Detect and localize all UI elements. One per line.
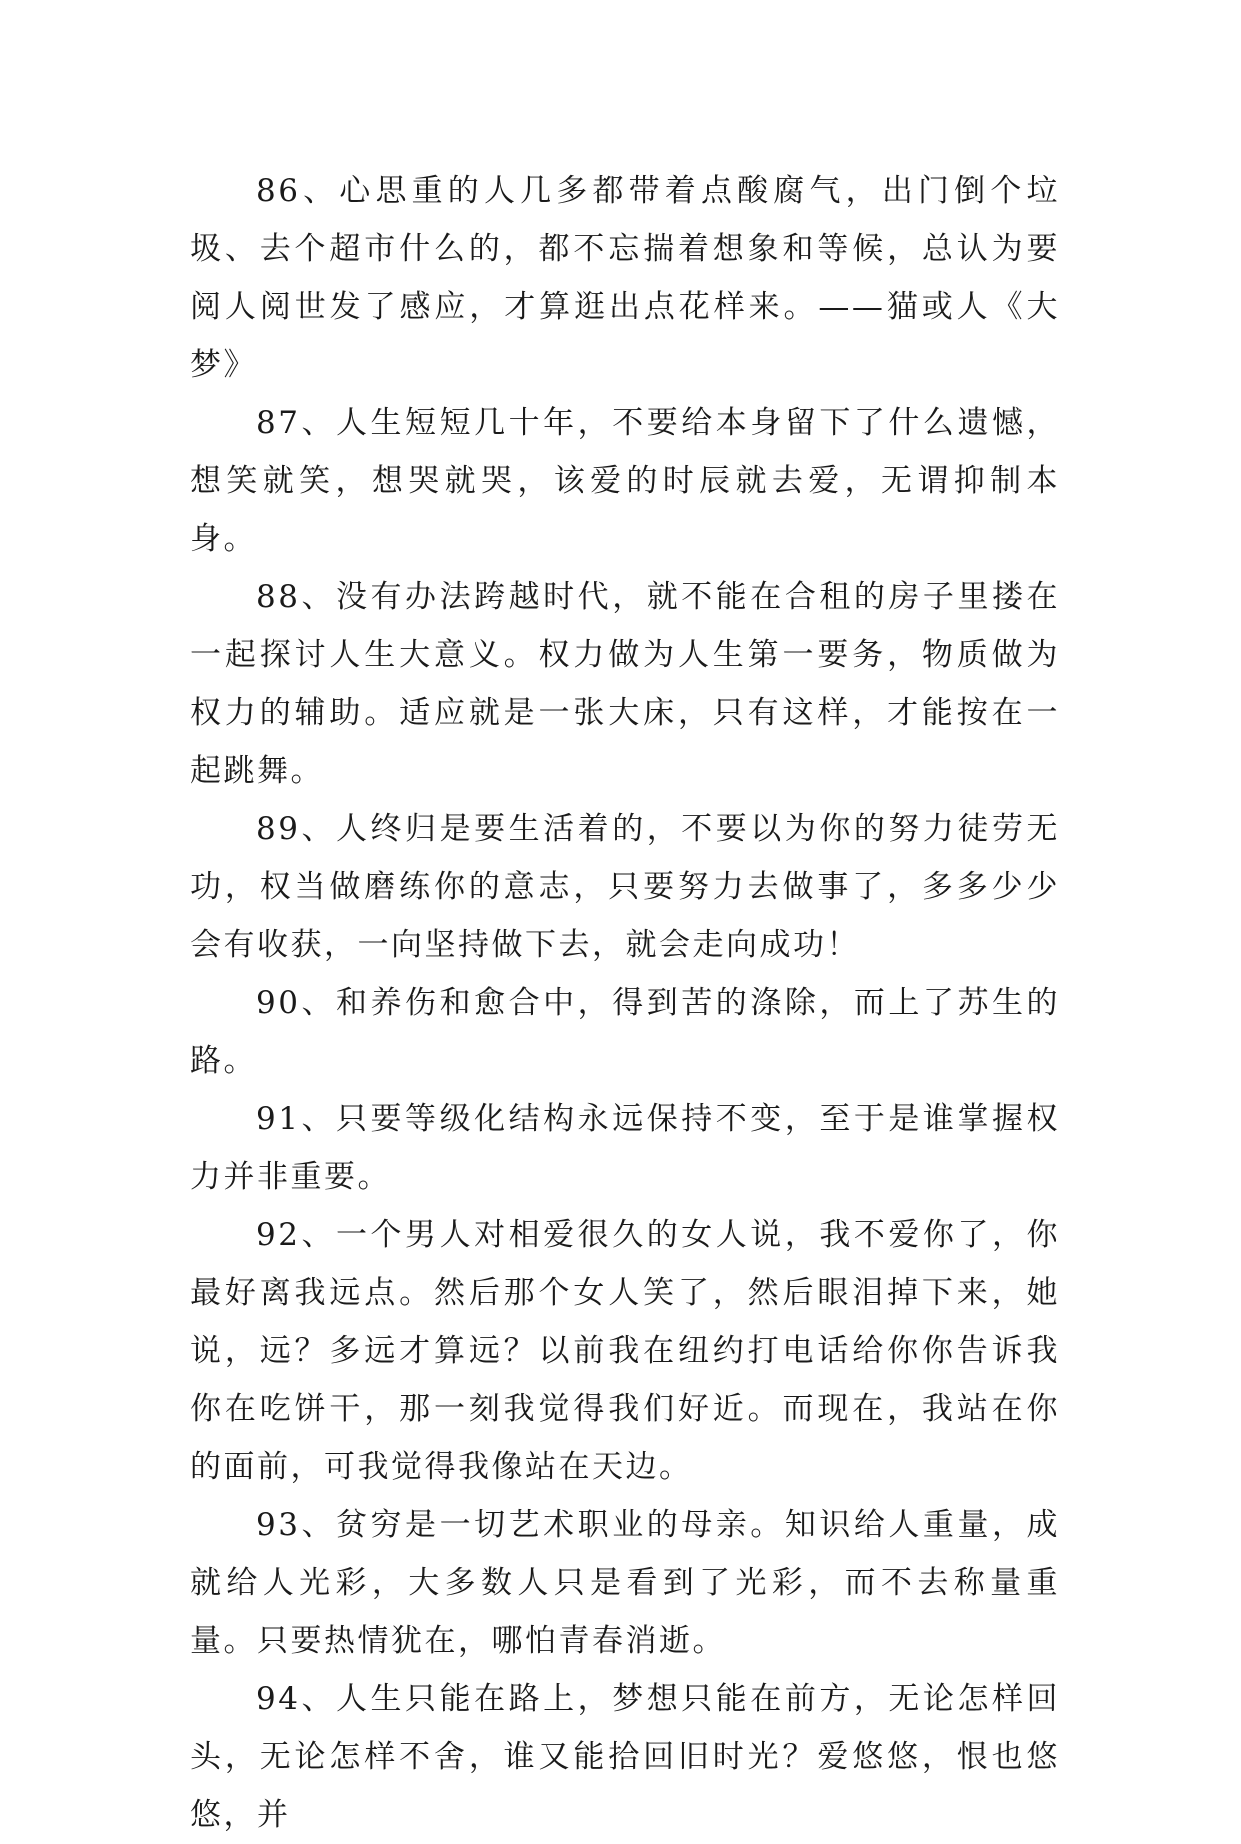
paragraph-87: 87、人生短短几十年，不要给本身留下了什么遗憾，想笑就笑，想哭就哭，该爱的时辰就去爱，无谓抑制本身。 [190,405,1060,557]
paragraph-93: 93、贫穷是一切艺术职业的母亲。知识给人重量，成就给人光彩，大多数人只是看到了光彩，而不去称量重量。只要热情犹在，哪怕青春消逝。 [190,1507,1060,1659]
paragraph-89: 89、人终归是要生活着的，不要以为你的努力徒劳无功，权当做磨练你的意志，只要努力去做事了，多多少少会有收获，一向坚持做下去，就会走向成功！ [190,811,1060,963]
paragraph-92: 92、一个男人对相爱很久的女人说，我不爱你了，你最好离我远点。然后那个女人笑了，然后眼泪掉下来，她说，远？多远才算远？以前我在纽约打电话给你你告诉我你在吃饼干，那一刻我觉得我们好近。而现在，我站在你的面前，可我觉得我像站在天边。 [190,1217,1060,1485]
paragraph-90: 90、和养伤和愈合中，得到苦的涤除，而上了苏生的路。 [190,985,1060,1079]
document-body [190,162,1060,1844]
paragraph-94: 94、人生只能在路上，梦想只能在前方，无论怎样回头，无论怎样不舍，谁又能拾回旧时光？爱悠悠，恨也悠悠，并 [190,1681,1060,1833]
paragraph-88: 88、没有办法跨越时代，就不能在合租的房子里搂在一起探讨人生大意义。权力做为人生第一要务，物质做为权力的辅助。适应就是一张大床，只有这样，才能按在一起跳舞。 [190,579,1060,789]
paragraph-86: 86、心思重的人几多都带着点酸腐气，出门倒个垃圾、去个超市什么的，都不忘揣着想象和等候，总认为要阅人阅世发了感应，才算逛出点花样来。——猫或人《大梦》 [190,173,1060,383]
paragraph-91: 91、只要等级化结构永远保持不变，至于是谁掌握权力并非重要。 [190,1101,1060,1195]
